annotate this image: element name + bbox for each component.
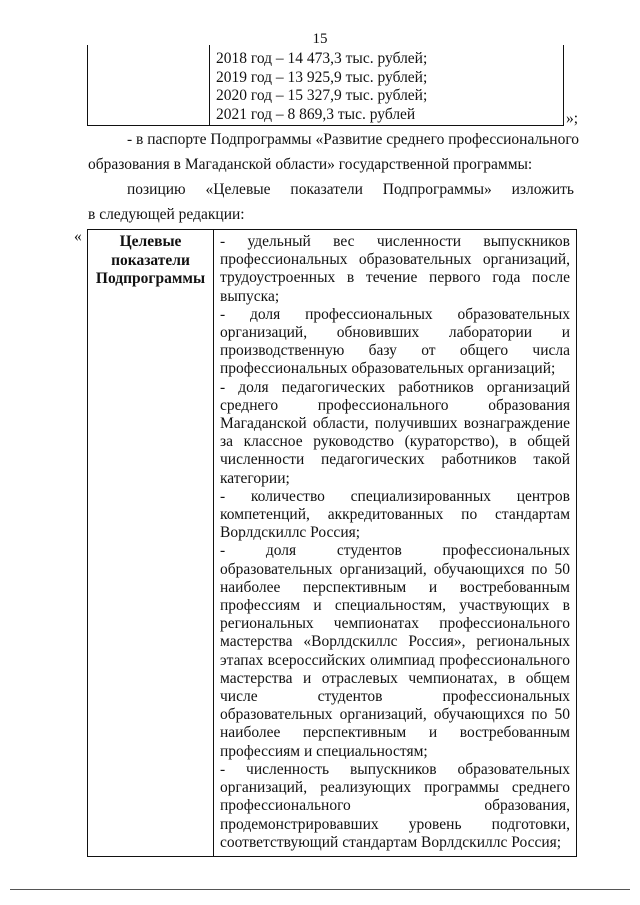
- label-line-1: Целевые: [119, 233, 182, 250]
- position-word-4: Подпрограммы»: [382, 181, 492, 198]
- position-word-2: «Целевые: [205, 181, 271, 198]
- targets-label-cell: [88, 230, 214, 857]
- page-number: 15: [312, 31, 328, 47]
- paragraph-position: [127, 180, 574, 200]
- funding-line-2021: 2021 год – 8 869,3 тыс. рублей: [216, 105, 416, 123]
- target-item: - численность выпускников образовательных организаций, реализующих программы среднего профессионального образования, продемонстрировавших уровень подготовки, соответствующий стандартам Ворлдскиллс Россия;: [220, 760, 570, 851]
- funding-line-2018: 2018 год – 14 473,3 тыс. рублей;: [216, 50, 428, 67]
- target-item: - количество специализированных центров компетенций, аккредитованных по стандартам Ворлдскиллс Россия;: [220, 487, 570, 542]
- target-item: - доля студентов профессиональных образовательных организаций, обучающихся по 50 наиболее перспективным и востребованным профессиям и специальностям, участвующих в региональных чемпионатах профессионального мастерства «Ворлдскиллс Россия», региональных этапах всероссийских олимпиад профессионального мастерства и отраслевых чемпионатах, в общем числе студентов профессиональных образовательных организаций, обучающихся по 50 наиболее перспективным и востребованным профессиям и специальностям;: [220, 542, 570, 760]
- position-word-1: позицию: [127, 181, 186, 198]
- paragraph-passport-continued: образования в Магаданской области» государственной программы:: [88, 156, 533, 173]
- label-line-2: показатели: [111, 251, 190, 269]
- continuation-empty-cell: [88, 45, 210, 126]
- position-word-3: показатели: [290, 181, 363, 198]
- funding-line-2020: 2020 год – 15 327,9 тыс. рублей;: [216, 87, 428, 104]
- position-word-5: изложить: [511, 181, 574, 198]
- funding-line-2019: 2019 год – 13 925,9 тыс. рублей;: [216, 68, 428, 86]
- target-item: - удельный вес численности выпускников профессиональных образовательных организаций, трудоустроенных в течение первого года после выпуска;: [220, 233, 570, 305]
- continuation-table: [87, 45, 564, 126]
- target-item: - доля педагогических работников организаций среднего профессионального образования Магаданской области, получивших вознаграждение за классное руководство (кураторство), в общей численности педагогических работников такой категории;: [220, 378, 570, 487]
- continuation-funding-cell: [210, 45, 564, 126]
- paragraph-edition: в следующей редакции:: [88, 206, 245, 223]
- target-item: - доля профессиональных образовательных организаций, обновивших лаборатории и производственную базу от общего числа профессиональных образовательных организаций;: [220, 305, 570, 378]
- paragraph-passport: - в паспорте Подпрограммы «Развитие среднего профессионального: [127, 131, 580, 148]
- targets-content-cell: [214, 230, 577, 857]
- targets-table: [87, 229, 577, 857]
- opening-quote: «: [74, 228, 82, 245]
- page-bottom-rule: [10, 889, 630, 890]
- closing-quote: »;: [566, 110, 579, 127]
- label-line-3: Подпрограммы: [95, 270, 206, 287]
